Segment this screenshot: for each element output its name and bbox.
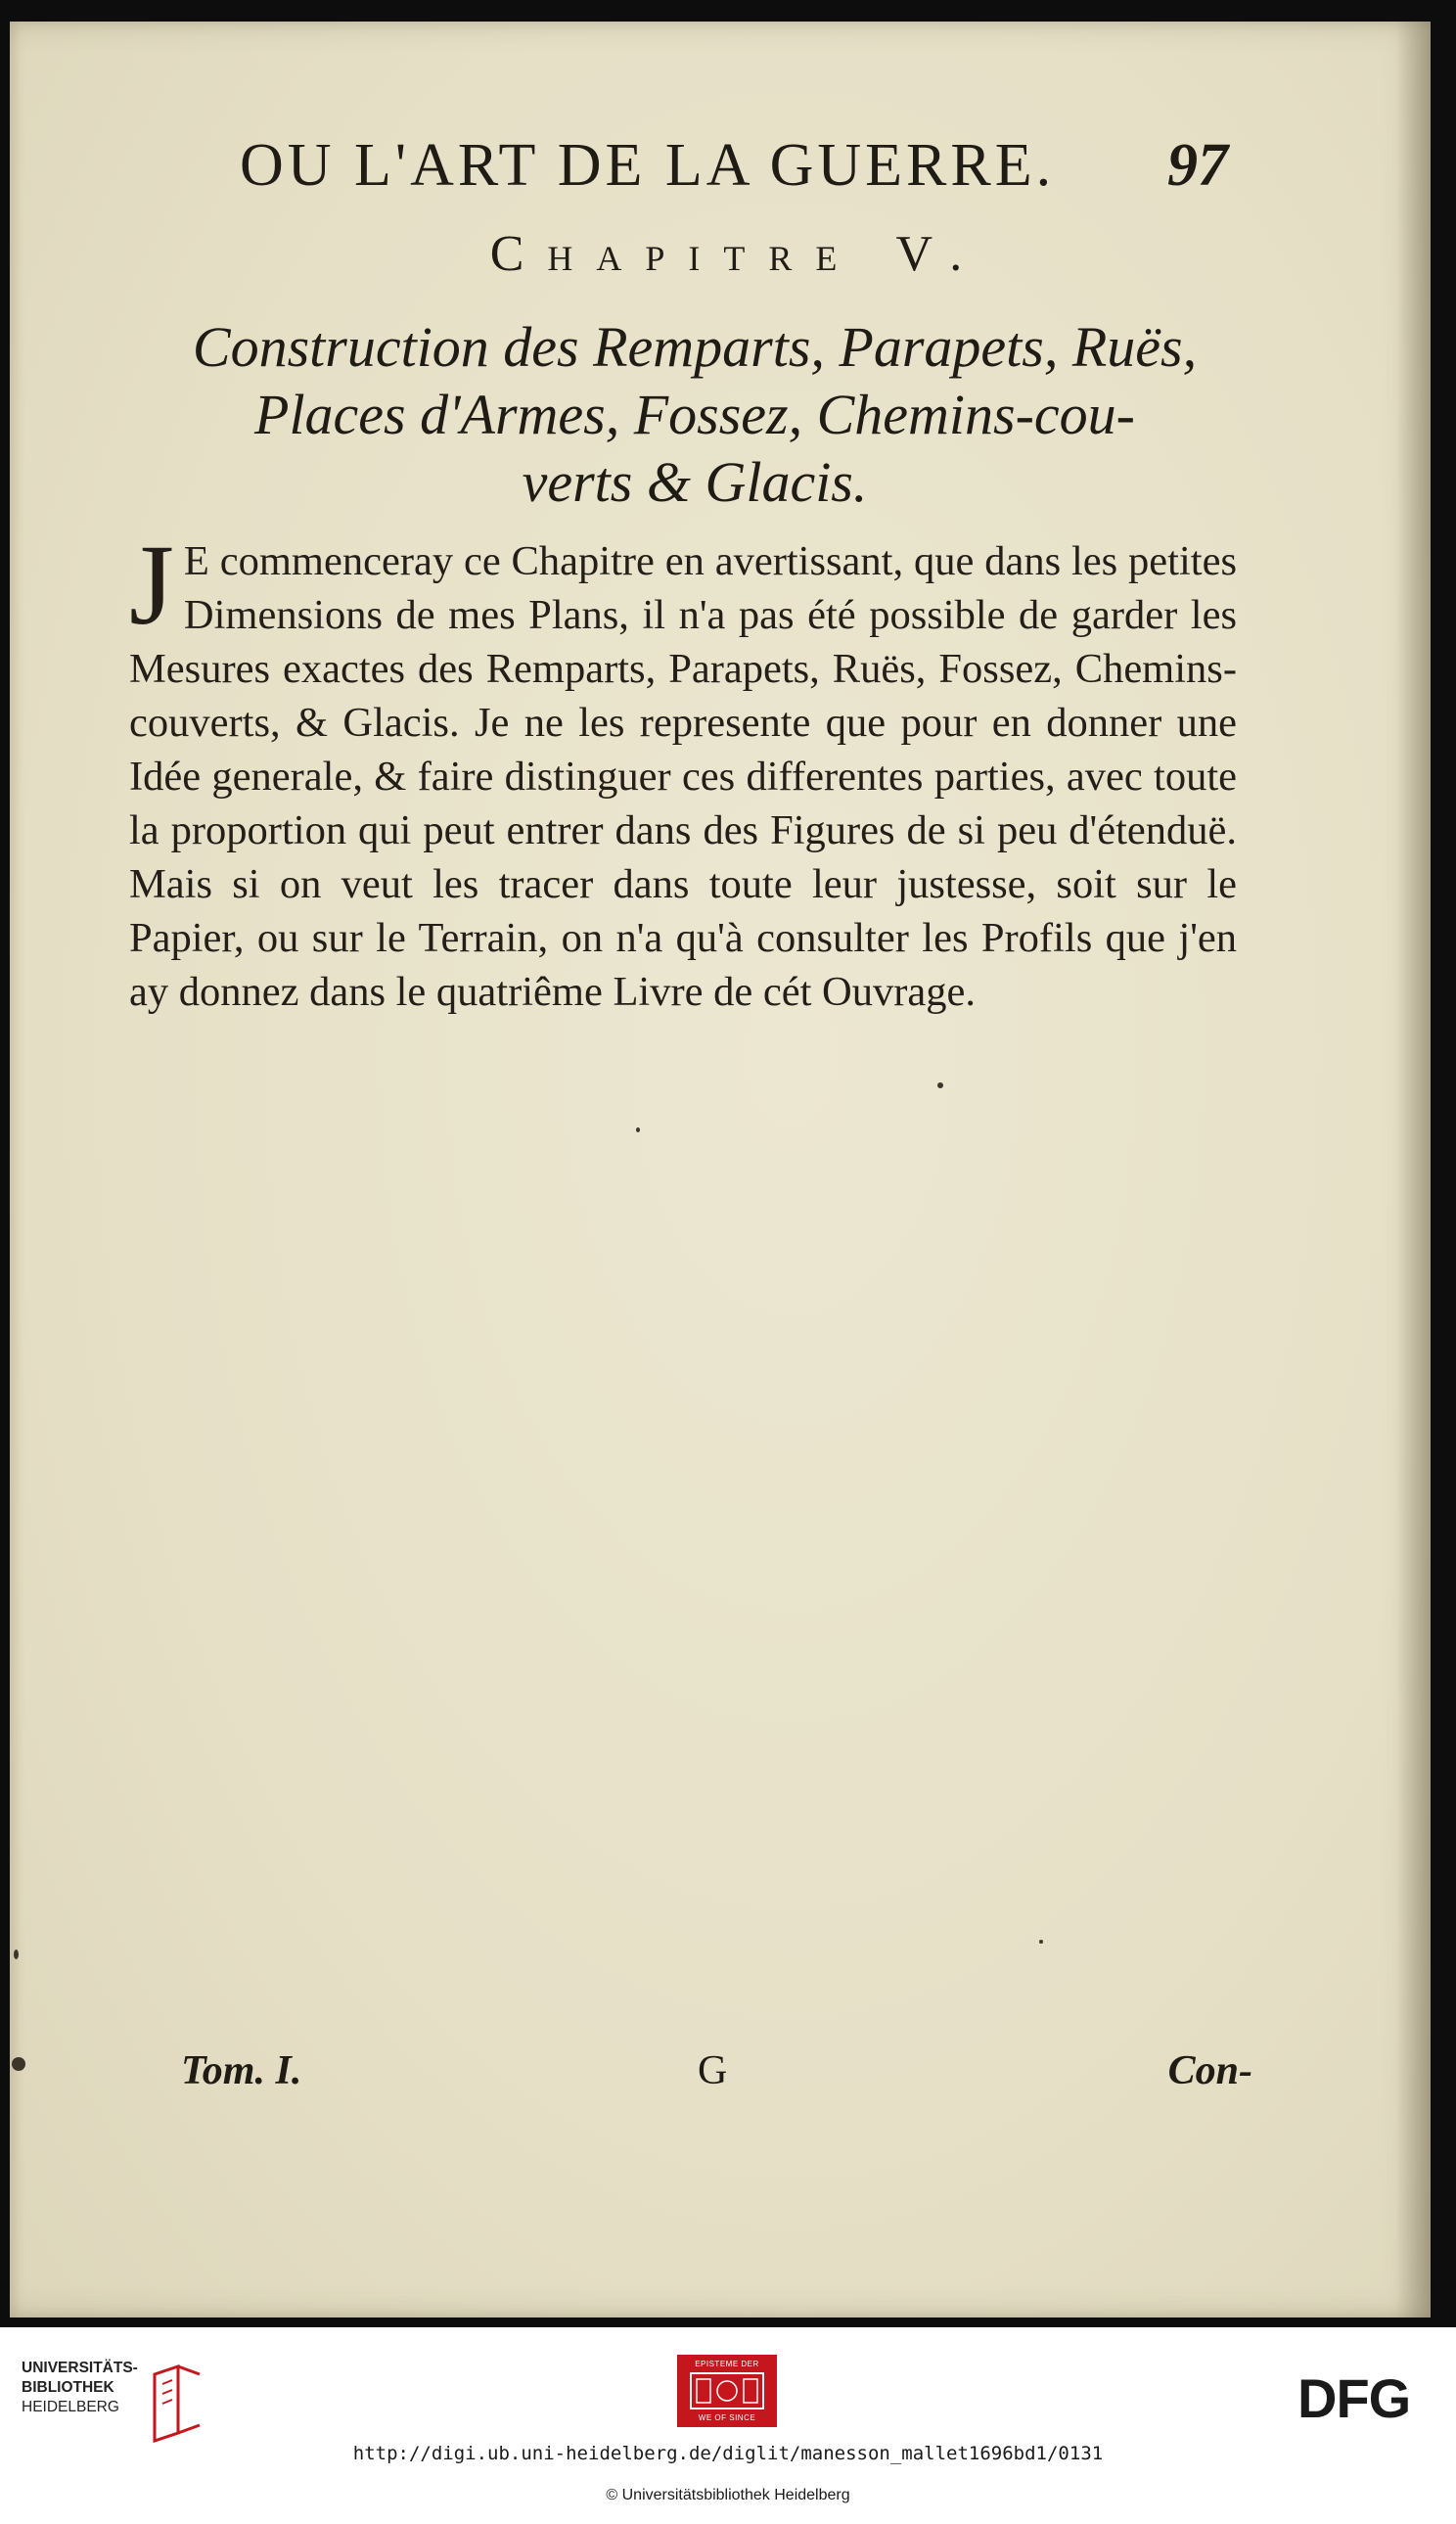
- page-gutter-shadow: [1395, 22, 1431, 2317]
- library-name-line: HEIDELBERG: [22, 2399, 119, 2415]
- permalink-url[interactable]: http://digi.ub.uni-heidelberg.de/diglit/manesson_mallet1696bd1/0131: [352, 2443, 1104, 2464]
- page-number: 97: [1167, 132, 1228, 199]
- title-line: Construction des Remparts, Parapets, Ruës,: [192, 315, 1198, 379]
- running-head: OU L'ART DE LA GUERRE.: [240, 132, 1056, 199]
- library-name: [22, 2359, 138, 2417]
- signature-mark: G: [698, 2048, 728, 2093]
- paper-speck: [937, 1082, 943, 1088]
- chapter-heading: Chapitre V.: [489, 226, 986, 282]
- paper-speck: [12, 2057, 25, 2071]
- paper-speck: [636, 1127, 640, 1132]
- paragraph-text: E commenceray ce Chapitre en avertissant, que dans les petites Dimensions de mes Plans, il n'a pas été possible de garder les Mesures exactes des Remparts, Parapets, Ruës, Fossez, Chemins-couverts, & Glacis. Je ne les represente que pour en donner une Idée generale, & faire distinguer ces differentes parties, avec toute la proportion qui peut entrer dans des Figures de si peu d'étenduë. Mais si on veut les tracer dans toute leur justesse, soit sur le Papier, ou sur le Terrain, on n'a qu'à consulter les Profils que j'en ay donnez dans le quatriême Livre de cét Ouvrage.: [129, 538, 1237, 1015]
- drop-cap: J: [129, 521, 174, 649]
- catchword: Con-: [1167, 2048, 1252, 2093]
- dfg-logo[interactable]: DFG: [1297, 2367, 1411, 2429]
- title-line: Places d'Armes, Fossez, Chemins-cou-: [254, 383, 1135, 446]
- library-logo[interactable]: [22, 2359, 217, 2447]
- paper-speck: [14, 1950, 19, 1959]
- episteme-logo[interactable]: [677, 2355, 777, 2427]
- viewer-footer: [0, 2327, 1456, 2524]
- title-line: verts & Glacis.: [522, 450, 868, 514]
- library-name-line: UNIVERSITÄTS-: [22, 2360, 138, 2376]
- body-paragraph: [129, 521, 1237, 1019]
- volume-mark: Tom. I.: [181, 2048, 302, 2093]
- signature-line: [181, 2047, 1252, 2116]
- library-name-line: BIBLIOTHEK: [22, 2379, 114, 2396]
- book-page: [10, 22, 1431, 2317]
- chapter-title: [127, 313, 1262, 516]
- paper-speck: [1039, 1940, 1043, 1944]
- episteme-emblem-icon: [689, 2371, 765, 2410]
- library-mark-icon: [149, 2364, 204, 2443]
- copyright-notice: © Universitätsbibliothek Heidelberg: [606, 2487, 850, 2503]
- episteme-logo-top: EPISTEME DER: [695, 2360, 759, 2368]
- episteme-logo-bottom: WE OF SINCE: [698, 2413, 756, 2422]
